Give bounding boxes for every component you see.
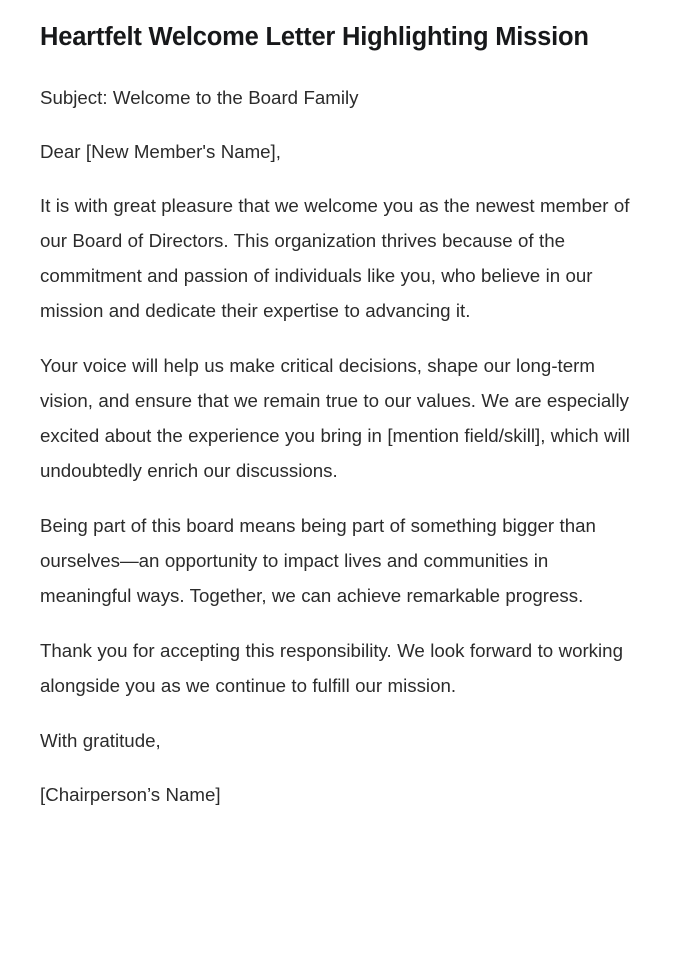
letter-body <box>40 80 637 812</box>
page-title: Heartfelt Welcome Letter Highlighting Mission <box>40 23 589 51</box>
subject-line: Subject: Welcome to the Board Family <box>40 86 359 108</box>
body-paragraph-3: Being part of this board means being part of something bigger than ourselves—an opportunity to impact lives and communities in meaningful ways. Together, we can achieve remarkable progress. <box>40 514 596 606</box>
signature-line: [Chairperson’s Name] <box>40 783 221 805</box>
body-paragraph-4: Thank you for accepting this responsibility. We look forward to working alongside you as we continue to fulfill our mission. <box>40 639 623 696</box>
closing-line: With gratitude, <box>40 729 161 751</box>
salutation: Dear [New Member's Name], <box>40 140 281 162</box>
body-paragraph-1: It is with great pleasure that we welcome you as the newest member of our Board of Directors. This organization thrives because of the commitment and passion of individuals like you, who believe in our mission and dedicate their expertise to advancing it. <box>40 194 630 321</box>
body-paragraph-2: Your voice will help us make critical decisions, shape our long-term vision, and ensure that we remain true to our values. We are especially excited about the experience you bring in [mention field/skill], which will undoubtedly enrich our discussions. <box>40 354 630 481</box>
